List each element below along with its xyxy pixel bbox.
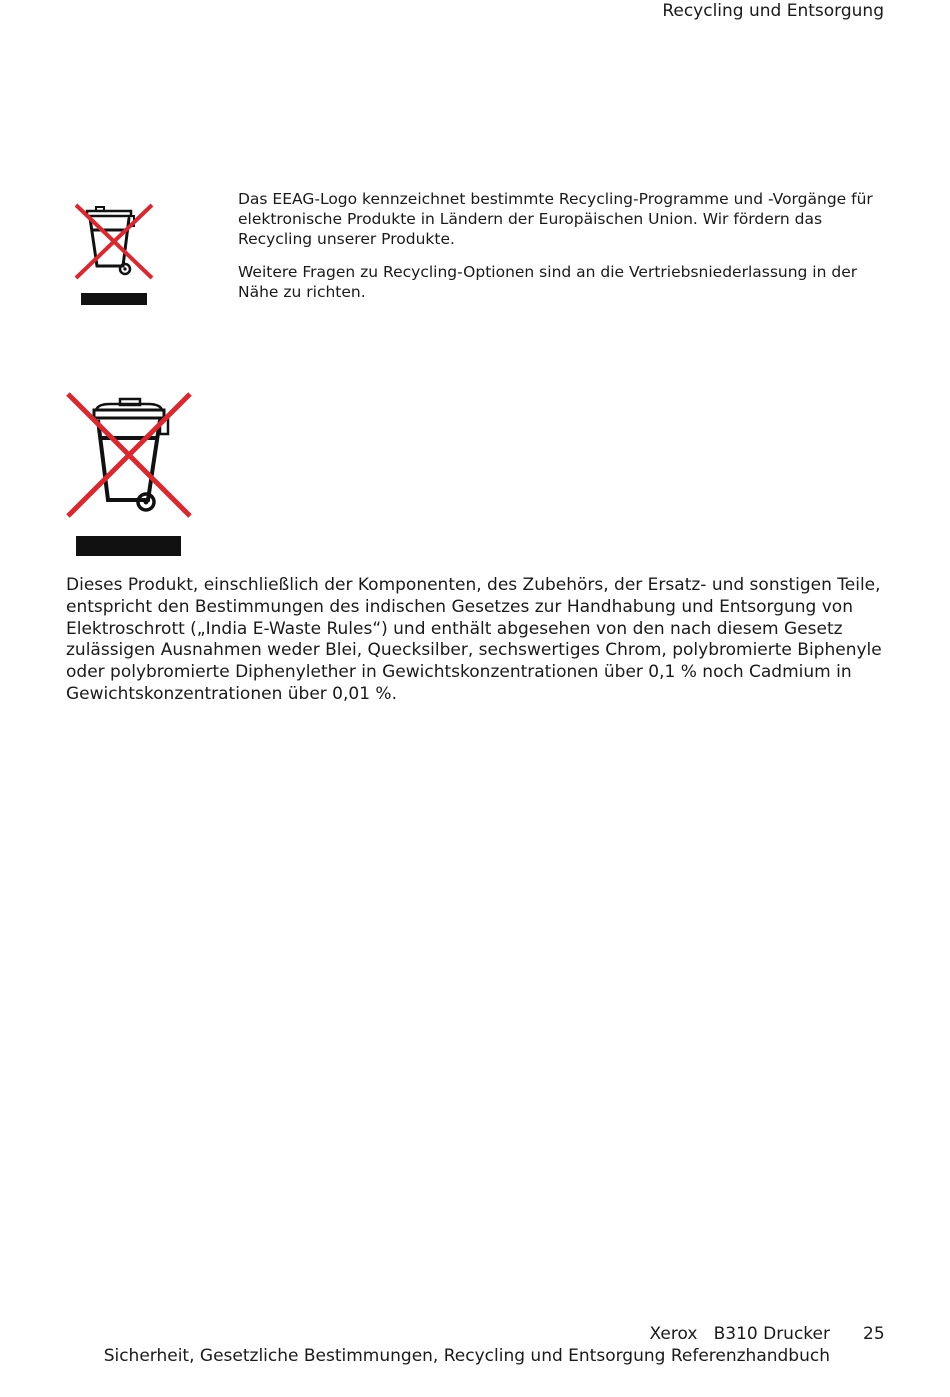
- running-header: Recycling und Entsorgung: [662, 1, 884, 21]
- eeag-paragraph-2: Weitere Fragen zu Recycling-Optionen sind an die Vertriebsniederlassung in der Nähe zu richten.: [238, 263, 858, 301]
- page-footer: [104, 1323, 830, 1367]
- page-number: 25: [863, 1324, 885, 1344]
- crossed-out-wheelie-bin-icon: [68, 200, 160, 308]
- footer-product-line: Xerox B310 Drucker: [649, 1324, 830, 1344]
- crossed-out-wheelie-bin-icon: [62, 388, 196, 560]
- eeag-description: [238, 189, 878, 315]
- india-ewaste-paragraph: Dieses Produkt, einschließlich der Komponenten, des Zubehörs, der Ersatz- und sonstigen Teile, entspricht den Bestimmungen des indischen Gesetzes zur Handhabung und Entsorgung von Elektroschrott („India E-Waste Rules“) und enthält abgesehen von den nach diesem Gesetz zulässigen Ausnahmen weder Blei, Quecksilber, sechswertiges Chrom, polybromierte Biphenyle oder polybromierte Diphenylether in Gewichtskonzentrationen über 0,1 % noch Cadmium in Gewichtskonzentrationen über 0,01 %.: [66, 575, 882, 704]
- eeag-paragraph-1: Das EEAG-Logo kennzeichnet bestimmte Recycling-Programme und -Vorgänge für elektronische Produkte in Ländern der Europäischen Union. Wir fördern das Recycling unserer Produkte.: [238, 190, 873, 248]
- footer-manual-title: Sicherheit, Gesetzliche Bestimmungen, Recycling und Entsorgung Referenzhandbuch: [103, 1346, 830, 1366]
